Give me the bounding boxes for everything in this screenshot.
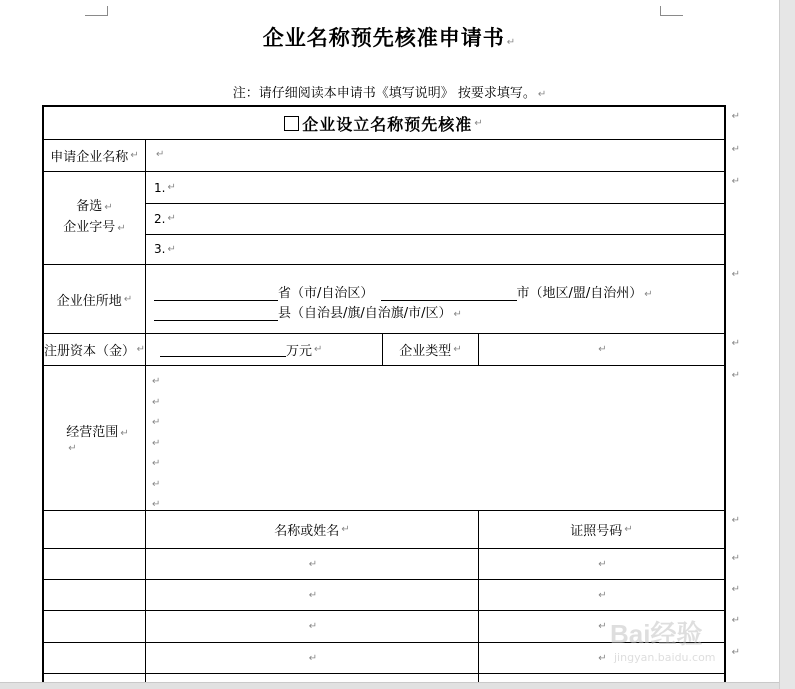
alternative-name-field-2[interactable]: 2. ↵ [146, 203, 724, 235]
column-header-name: 名称或姓名 ↵ [145, 511, 478, 548]
address-row [44, 265, 740, 334]
row-end-mark: ↵ [731, 111, 740, 122]
table-row [44, 580, 740, 611]
row-end-mark: ↵ [731, 370, 740, 381]
company-type-field[interactable]: ↵ [478, 334, 724, 365]
address-line-2: 县（自治县/旗/自治旗/市/区） ↵ [154, 302, 462, 321]
investor-name-cell[interactable]: ↵ [145, 580, 478, 610]
province-input[interactable] [154, 286, 278, 301]
vertical-scrollbar[interactable] [779, 0, 795, 689]
alternative-names-list [145, 172, 724, 264]
investor-name-cell[interactable]: ↵ [145, 611, 478, 642]
application-form-table [42, 105, 740, 689]
row-end-mark: ↵ [731, 615, 740, 626]
city-input[interactable] [381, 286, 517, 301]
row-end-mark: ↵ [731, 553, 740, 564]
row-end-mark: ↵ [731, 269, 740, 280]
applicant-name-row [44, 140, 740, 172]
table-row [44, 549, 740, 580]
crop-mark-top-left [85, 6, 108, 16]
address-label: 企业住所地 ↵ [56, 293, 133, 309]
applicant-name-field[interactable]: ↵ [145, 140, 724, 171]
business-scope-field[interactable] [145, 366, 724, 510]
checkbox-icon[interactable] [284, 116, 299, 131]
document-title: 企业名称预先核准申请书 ↵ [262, 26, 517, 50]
capital-field: 万元 ↵ [145, 334, 382, 365]
crop-mark-top-right [660, 6, 683, 16]
license-number-cell[interactable]: ↵ [478, 549, 724, 579]
applicant-name-label: 申请企业名称 ↵ [50, 150, 139, 165]
alternative-names-row [44, 172, 740, 265]
capital-label: 注册资本（金） ↵ [44, 344, 145, 359]
baidu-jingyan-watermark: Bai经验 jingyan.baidu.com [610, 619, 716, 664]
alternative-name-field-1[interactable]: 1. ↵ [146, 172, 724, 204]
row-end-mark: ↵ [731, 144, 740, 155]
column-header-license-number: 证照号码 ↵ [478, 511, 724, 548]
license-number-cell[interactable]: ↵ [478, 643, 724, 673]
license-number-cell[interactable]: ↵ [478, 580, 724, 610]
capital-amount-input[interactable] [160, 342, 286, 357]
section-header-row [44, 107, 740, 140]
license-number-cell[interactable]: ↵ [478, 611, 724, 642]
page-bottom-edge [0, 682, 779, 689]
empty-paragraph-marks: ↵ ↵ ↵ ↵ ↵ ↵ ↵ [152, 376, 161, 510]
investor-name-cell[interactable]: ↵ [145, 643, 478, 673]
company-type-label: 企业类型 ↵ [382, 334, 478, 365]
business-scope-row [44, 366, 740, 511]
alternative-name-field-3[interactable]: 3. ↵ [154, 242, 176, 256]
investor-table-header [44, 511, 740, 549]
investor-label-cell [44, 511, 145, 548]
row-end-mark: ↵ [731, 515, 740, 526]
row-end-mark: ↵ [731, 584, 740, 595]
business-scope-label: 经营范围 ↵ ↵ [66, 425, 129, 454]
alternative-names-label: 备选 ↵ 企业字号 ↵ [63, 199, 126, 235]
row-end-mark: ↵ [731, 176, 740, 187]
instruction-note: 注：请仔细阅读本申请书《填写说明》 按要求填写。 ↵ [232, 86, 547, 101]
investor-name-cell[interactable]: ↵ [145, 549, 478, 579]
row-end-mark: ↵ [731, 647, 740, 658]
capital-row [44, 334, 740, 366]
address-line-1: 省（市/自治区） 市（地区/盟/自治州） ↵ [154, 282, 653, 301]
county-input[interactable] [154, 306, 278, 321]
row-end-mark: ↵ [731, 338, 740, 349]
section-title: 企业设立名称预先核准 ↵ [44, 107, 724, 139]
address-fields [145, 265, 724, 333]
